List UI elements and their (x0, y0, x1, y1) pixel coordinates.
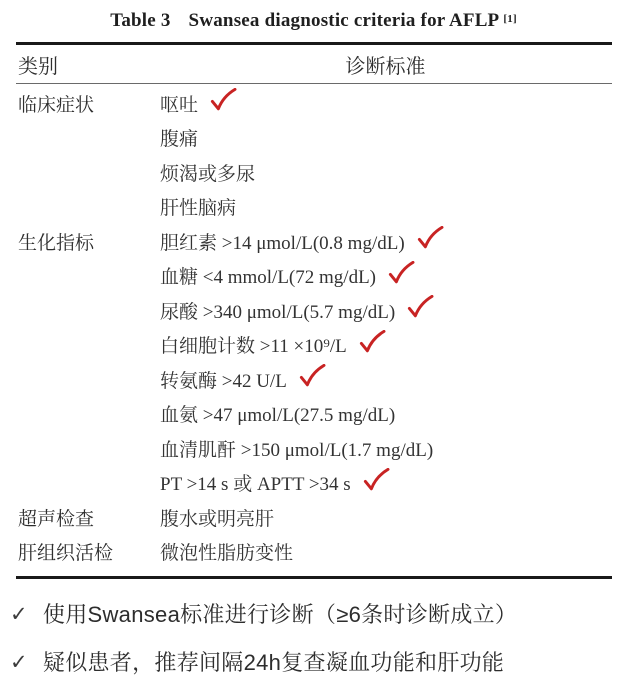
gray-check-icon: ✓ (10, 603, 28, 626)
table-header-row (0, 45, 627, 83)
criteria-cell (160, 90, 237, 117)
criteria-text: 转氨酶 >42 U/L (160, 370, 287, 392)
criteria-cell (160, 193, 236, 220)
criteria-cell (160, 366, 326, 393)
red-check-icon (298, 364, 326, 388)
criteria-text: 血糖 <4 mmol/L(72 mg/dL) (160, 267, 377, 289)
table-row (0, 535, 627, 570)
footnote-text: 疑似患者，推荐间隔24h复查凝血功能和肝功能 (42, 650, 505, 675)
table-row (0, 328, 627, 363)
header-criteria: 诊断标准 (345, 55, 426, 78)
criteria-text: 呕吐 (160, 94, 199, 116)
criteria-cell (160, 504, 274, 531)
table-row (0, 121, 627, 156)
criteria-cell (160, 124, 198, 151)
criteria-cell (160, 262, 415, 289)
criteria-text: PT >14 s 或 APTT >34 s (160, 474, 351, 496)
footnote-text: 使用Swansea标准进行诊断（≥6条时诊断成立） (42, 602, 518, 627)
bottom-rule (16, 576, 612, 579)
red-check-icon (406, 295, 434, 319)
criteria-text: 血清肌酐 >150 μmol/L(1.7 mg/dL) (160, 439, 434, 461)
criteria-text: 腹水或明亮肝 (160, 508, 275, 530)
red-check-icon (209, 88, 237, 112)
criteria-text: 尿酸 >340 μmol/L(5.7 mg/dL) (160, 301, 396, 323)
criteria-cell (160, 228, 444, 255)
red-check-icon (387, 261, 415, 285)
criteria-cell (160, 159, 255, 186)
criteria-cell (160, 435, 433, 462)
criteria-text: 血氨 >47 μmol/L(27.5 mg/dL) (160, 405, 396, 427)
table-row (0, 362, 627, 397)
footnote (10, 648, 627, 678)
table-row (0, 431, 627, 466)
table-row (0, 500, 627, 535)
table-row (0, 466, 627, 501)
criteria-cell (160, 538, 293, 565)
criteria-cell (160, 469, 390, 496)
table-row (0, 397, 627, 432)
criteria-text: 腹痛 (160, 129, 199, 151)
criteria-text: 肝性脑病 (160, 198, 237, 220)
table-row (0, 190, 627, 225)
table-row (0, 259, 627, 294)
table-body (0, 84, 627, 576)
table-number: Table 3 (110, 10, 171, 31)
table-row (0, 86, 627, 121)
category-cell: 肝组织活检 (18, 543, 114, 565)
criteria-cell (160, 331, 386, 358)
criteria-text: 白细胞计数 >11 ×10⁹/L (160, 336, 347, 358)
criteria-text: 胆红素 >14 μmol/L(0.8 mg/dL) (160, 232, 405, 254)
reference-superscript: [1] (503, 13, 517, 25)
category-cell: 临床症状 (18, 94, 95, 116)
gray-check-icon: ✓ (10, 651, 28, 674)
category-cell: 超声检查 (18, 508, 95, 530)
red-check-icon (416, 226, 444, 250)
criteria-text: 烦渴或多尿 (160, 163, 256, 185)
table-row (0, 224, 627, 259)
criteria-cell (160, 297, 434, 324)
footnotes (10, 600, 627, 678)
header-category: 类别 (18, 55, 58, 78)
red-check-icon (358, 330, 386, 354)
red-check-icon (362, 468, 390, 492)
criteria-cell (160, 400, 395, 427)
table-row (0, 155, 627, 190)
criteria-text: 微泡性脂肪变性 (160, 543, 294, 565)
category-cell: 生化指标 (18, 232, 95, 254)
table-caption: Swansea diagnostic criteria for AFLP (188, 10, 500, 31)
table-row (0, 293, 627, 328)
footnote (10, 600, 627, 630)
table-title (0, 0, 627, 42)
